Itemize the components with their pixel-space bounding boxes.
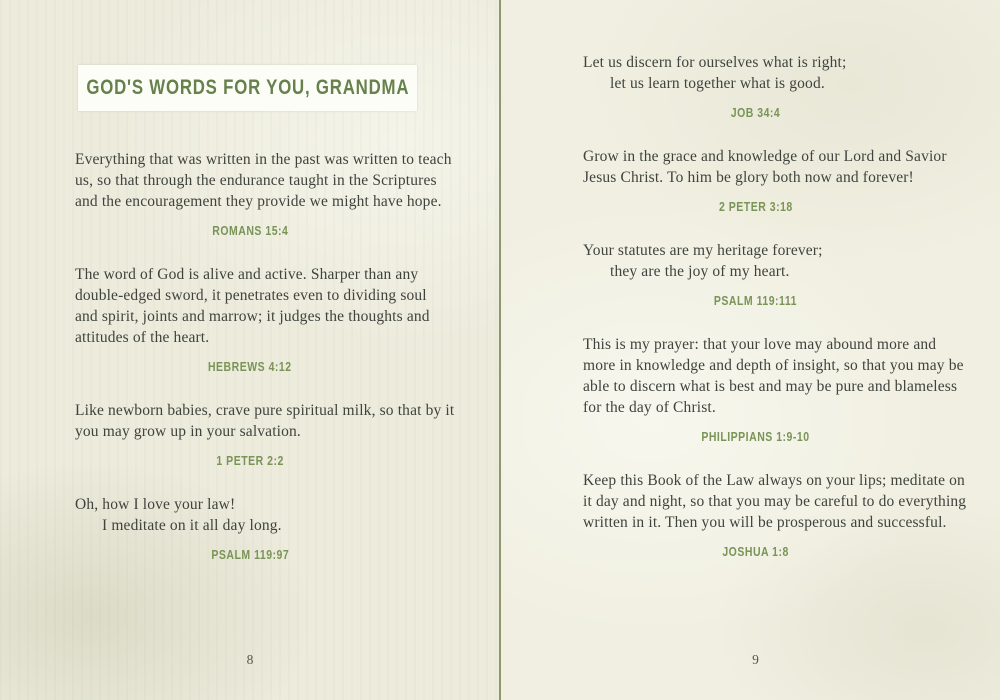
- verse-reference-label: PSALM 119:97: [211, 548, 289, 562]
- verse-reference: [583, 292, 928, 306]
- verse-line: able to discern what is best and may be pure and blameless: [583, 378, 958, 395]
- verse-line: Everything that was written in the past was written to teach: [75, 151, 452, 168]
- verse-line: let us learn together what is good.: [610, 75, 825, 92]
- verse-block: [75, 494, 425, 536]
- page-title: GOD'S WORDS FOR YOU, GRANDMA: [86, 76, 409, 99]
- verse-reference: [583, 543, 928, 557]
- page-number: 8: [246, 652, 254, 667]
- verse-line: Let us discern for ourselves what is right;: [583, 54, 847, 71]
- verse-line: attitudes of the heart.: [75, 329, 210, 346]
- verse-line: it day and night, so that you may be careful to do everything: [583, 493, 967, 510]
- verse-line: and spirit, joints and marrow; it judges the thoughts and: [75, 308, 430, 325]
- verse-reference-label: JOB 34:4: [730, 106, 781, 120]
- verse-line: Keep this Book of the Law always on your lips; meditate on: [583, 472, 965, 489]
- verse-block: [583, 146, 947, 188]
- verse-line: Like newborn babies, crave pure spiritual milk, so that by it: [75, 402, 455, 419]
- verse-line: double-edged sword, it penetrates even to dividing soul: [75, 287, 427, 304]
- verse-reference-label: 2 PETER 3:18: [718, 200, 793, 214]
- verse-line: us, so that through the endurance taught in the Scriptures: [75, 172, 437, 189]
- verse-reference: [583, 428, 928, 442]
- verse-reference-label: ROMANS 15:4: [211, 224, 289, 238]
- verse-line: more in knowledge and depth of insight, so that you may be: [583, 357, 964, 374]
- verse-block: [583, 334, 964, 418]
- verse-reference: [75, 358, 425, 372]
- verse-line: you may grow up in your salvation.: [75, 423, 301, 440]
- verse-reference: [75, 222, 425, 236]
- verse-reference: [583, 198, 928, 212]
- verse-reference-label: PHILIPPIANS 1:9-10: [701, 430, 810, 444]
- verse-block: [583, 240, 928, 282]
- verse-block: [583, 470, 967, 533]
- left-text-column: [75, 149, 455, 562]
- page-right: [501, 0, 1000, 700]
- page-left: [0, 0, 499, 700]
- verse-block: [75, 149, 452, 212]
- verse-reference: [583, 104, 928, 118]
- verse-reference-label: 1 PETER 2:2: [216, 454, 284, 468]
- verse-line: for the day of Christ.: [583, 399, 716, 416]
- verse-reference: [75, 546, 425, 560]
- verse-reference-label: HEBREWS 4:12: [208, 360, 292, 374]
- verse-line: Oh, how I love your law!: [75, 496, 236, 513]
- verse-line: written in it. Then you will be prosperous and successful.: [583, 514, 947, 531]
- verse-line: Your statutes are my heritage forever;: [583, 242, 823, 259]
- verse-line: Grow in the grace and knowledge of our Lord and Savior: [583, 148, 947, 165]
- verse-block: [75, 400, 455, 442]
- verse-line: The word of God is alive and active. Sharper than any: [75, 266, 419, 283]
- verse-line: they are the joy of my heart.: [610, 263, 790, 280]
- verse-line: and the encouragement they provide we might have hope.: [75, 193, 442, 210]
- verse-line: This is my prayer: that your love may abound more and: [583, 336, 937, 353]
- right-text-column: [583, 52, 967, 559]
- verse-line: Jesus Christ. To him be glory both now and forever!: [583, 169, 914, 186]
- verse-block: [583, 52, 928, 94]
- verse-reference: [75, 452, 425, 466]
- page-number: 9: [752, 652, 759, 667]
- verse-reference-label: PSALM 119:111: [713, 294, 797, 308]
- verse-block: [75, 264, 430, 348]
- chapter-title-banner: [78, 65, 417, 111]
- verse-reference-label: JOSHUA 1:8: [722, 545, 789, 559]
- verse-line: I meditate on it all day long.: [102, 517, 282, 534]
